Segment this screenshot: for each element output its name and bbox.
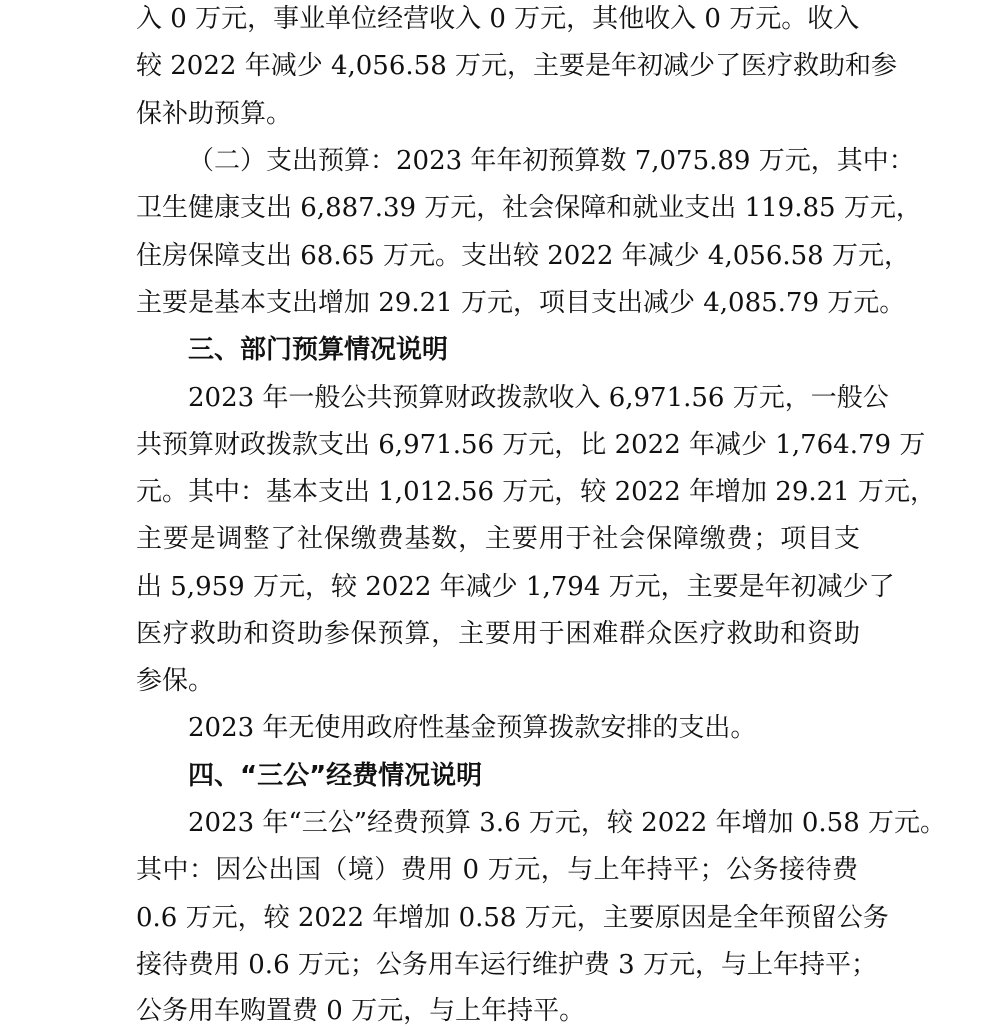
text-line: 卫生健康支出 6,887.39 万元，社会保障和就业支出 119.85 万元， bbox=[136, 193, 922, 223]
text-line: 0.6 万元，较 2022 年增加 0.58 万元，主要原因是全年预留公务 bbox=[136, 903, 889, 933]
text-line: 主要是调整了社保缴费基数，主要用于社会保障缴费；项目支 bbox=[136, 524, 860, 554]
text-line: 保补助预算。 bbox=[136, 99, 293, 129]
text-line: 出 5,959 万元，较 2022 年减少 1,794 万元，主要是年初减少了 bbox=[136, 572, 895, 602]
text-line: 公务用车购置费 0 万元，与上年持平。 bbox=[136, 996, 586, 1026]
text-line: 其中：因公出国（境）费用 0 万元，与上年持平；公务接待费 bbox=[136, 855, 858, 885]
text-line: （二）支出预算：2023 年年初预算数 7,075.89 万元，其中： bbox=[188, 146, 915, 176]
section-heading: 三、部门预算情况说明 bbox=[188, 335, 449, 365]
text-line: 接待费用 0.6 万元；公务用车运行维护费 3 万元，与上年持平； bbox=[136, 950, 877, 980]
text-line: 2023 年“三公”经费预算 3.6 万元，较 2022 年增加 0.58 万元。 bbox=[188, 808, 947, 838]
text-line: 医疗救助和资助参保预算，主要用于困难群众医疗救助和资助 bbox=[136, 619, 860, 649]
text-line: 住房保障支出 68.65 万元。支出较 2022 年减少 4,056.58 万元， bbox=[136, 241, 910, 271]
text-line: 元。其中：基本支出 1,012.56 万元，较 2022 年增加 29.21 万元， bbox=[136, 477, 936, 507]
text-line: 较 2022 年减少 4,056.58 万元，主要是年初减少了医疗救助和参 bbox=[136, 51, 898, 81]
section-heading: 四、“三公”经费情况说明 bbox=[188, 761, 483, 791]
text-line: 2023 年一般公共预算财政拨款收入 6,971.56 万元，一般公 bbox=[188, 383, 889, 413]
text-line: 共预算财政拨款支出 6,971.56 万元，比 2022 年减少 1,764.79 万 bbox=[136, 430, 926, 460]
text-line: 主要是基本支出增加 29.21 万元，项目支出减少 4,085.79 万元。 bbox=[136, 288, 906, 318]
text-line: 2023 年无使用政府性基金预算拨款安排的支出。 bbox=[188, 713, 757, 743]
text-line: 入 0 万元，事业单位经营收入 0 万元，其他收入 0 万元。收入 bbox=[136, 4, 860, 34]
text-line: 参保。 bbox=[136, 666, 215, 696]
